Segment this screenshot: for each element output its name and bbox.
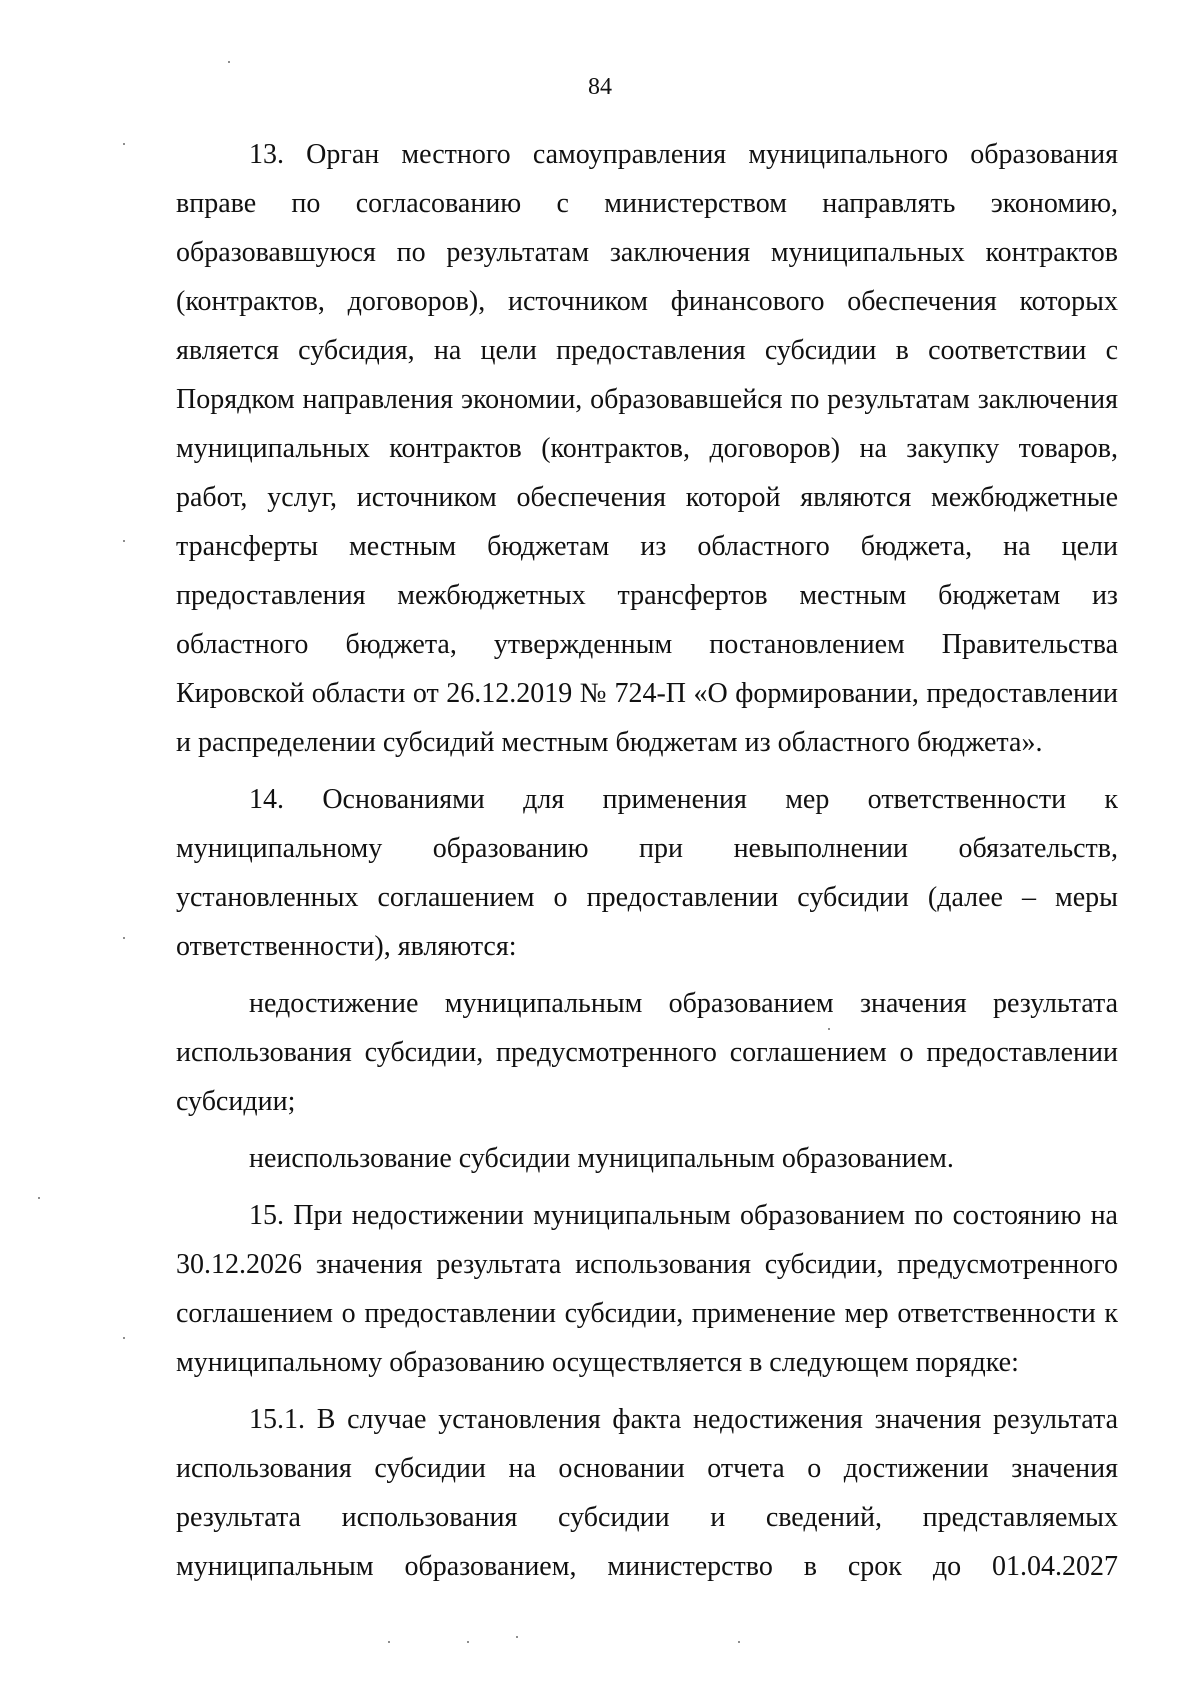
scan-speck [828, 1028, 830, 1030]
paragraph-15: 15. При недостижении муниципальным образованием по состоянию на 30.12.2026 значения результата использования субсидии, предусмотренного соглашением о предоставлении субсидии, применение мер ответственности к муниципальному образованию осуществляется в следующем порядке: [176, 1200, 1118, 1378]
scan-speck [388, 1641, 390, 1643]
paragraph-15-1: 15.1. В случае установления факта недостижения значения результата использования субсидии на основании отчета о достижении значения результата использования субсидии и сведений, представляемых муниципальным образованием, министерство в срок до 01.04.2027 [176, 1404, 1118, 1582]
scan-speck [38, 1197, 40, 1199]
paragraph-14-item-2: неиспользование субсидии муниципальным образованием. [249, 1143, 954, 1174]
scan-speck [516, 1636, 518, 1638]
scan-speck [467, 1641, 469, 1643]
paragraph-14-item-1: недостижение муниципальным образованием значения результата использования субсидии, предусмотренного соглашением о предоставлении субсидии; [176, 988, 1118, 1117]
scan-speck [123, 540, 125, 542]
scan-speck [228, 61, 230, 63]
scan-speck [123, 143, 125, 145]
paragraph-14: 14. Основаниями для применения мер ответственности к муниципальному образованию при невыполнении обязательств, установленных соглашением о предоставлении субсидии (далее – меры ответственности), являются: [176, 784, 1118, 962]
paragraph-13: 13. Орган местного самоуправления муниципального образования вправе по согласованию с министерством направлять экономию, образовавшуюся по результатам заключения муниципальных контрактов (контрактов, договоров), источником финансового обеспечения которых является субсидия, на цели предоставления субсидии в соответствии с Порядком направления экономии, образовавшейся по результатам заключения муниципальных контрактов (контрактов, договоров) на закупку товаров, работ, услуг, источником обеспечения которой являются межбюджетные трансферты местным бюджетам из областного бюджета, на цели предоставления межбюджетных трансфертов местным бюджетам из областного бюджета, утвержденным постановлением Правительства Кировской области от 26.12.2019 № 724-П «О формировании, предоставлении и распределении субсидий местным бюджетам из областного бюджета». [176, 139, 1118, 758]
document-body [176, 130, 1118, 1591]
scan-speck [123, 937, 125, 939]
scan-speck [738, 1641, 740, 1643]
scan-speck [123, 1337, 125, 1339]
page-number: 84 [588, 74, 612, 100]
